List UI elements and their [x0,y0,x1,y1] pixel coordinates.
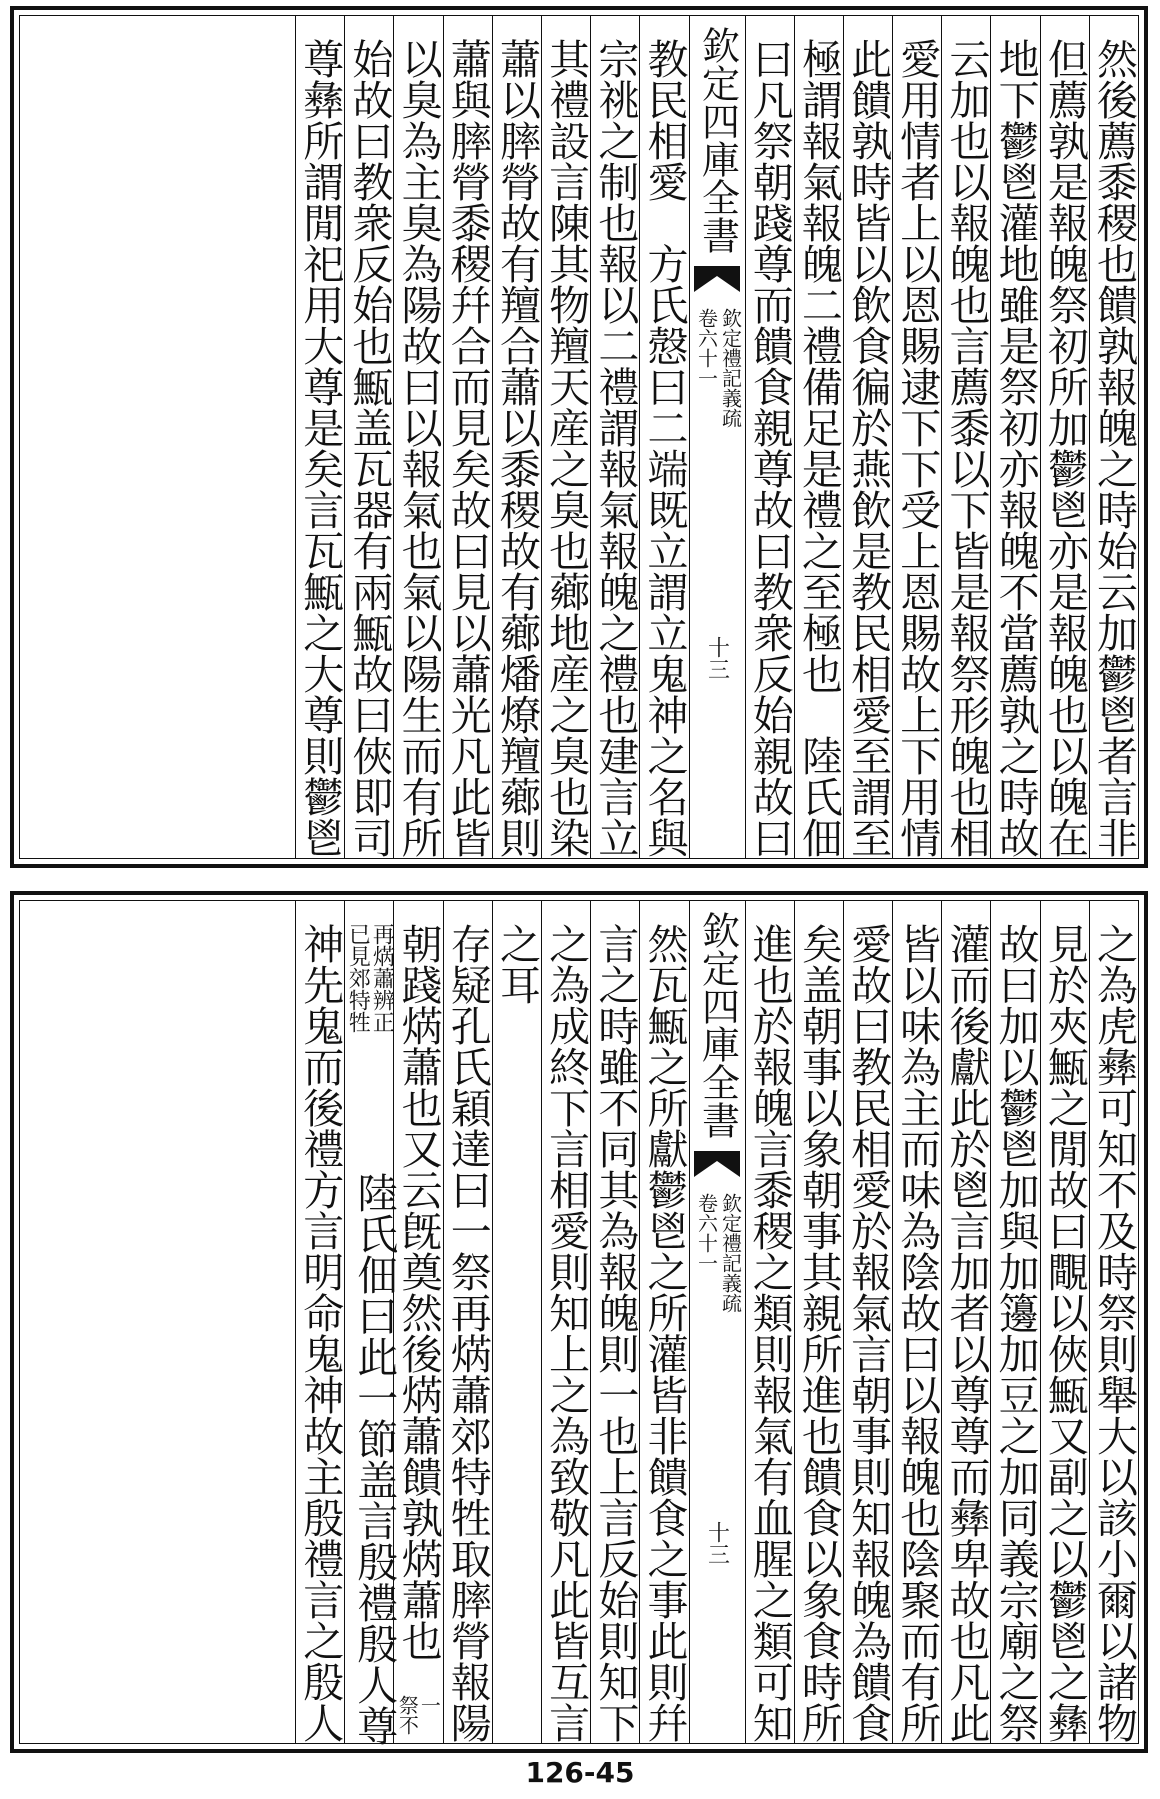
column-text: 教民相愛 方氏慤曰二端既立謂立鬼神之名與 [640,38,689,858]
column-text: 此饋孰時皆以飲食徧於燕飲是教民相愛至謂至 [844,38,893,858]
book-title: 欽定四庫全書 [695,911,740,1139]
volume-label [696,308,742,428]
text-column [541,901,590,1743]
column-text: 言之時雖不同其為報魄則一也上言反始則知下 [591,923,640,1743]
small-annotation: 祭不 [395,1695,420,1735]
leaf-number: 十三 [704,636,730,680]
text-column [941,16,990,858]
column-text: 皆以味為主而味為陰故曰以報魄也陰聚而有所 [893,923,942,1743]
column-text: 然後薦黍稷也饋孰報魄之時始云加鬱鬯者言非 [1090,38,1138,858]
small-annotation: 已見郊特牲 [345,923,371,1033]
book-title: 欽定四庫全書 [695,26,740,254]
column-text: 進也於報魄言黍稷之類則報氣有血腥之類可知 [745,923,794,1743]
text-column [344,16,393,858]
text-column [794,16,843,858]
text-column [443,16,492,858]
inline-small-note [396,1695,440,1735]
column-text: 矣盖朝事以象朝事其親所進也饋食以象食時所 [794,923,843,1743]
text-column [443,901,492,1743]
column-text: 之耳 [492,923,541,1005]
text-column [892,16,941,858]
text-column [941,901,990,1743]
text-column [295,901,344,1743]
text-column [590,16,639,858]
text-column-with-note [344,901,399,1746]
top-page-frame [19,15,1139,859]
top-page [10,6,1148,868]
column-text: 蕭以膟膋故有羶合蕭以黍稷故有薌燔燎羶薌則 [492,38,541,858]
text-column [892,901,941,1743]
column-text: 存疑孔氏穎達曰一祭再焫蕭郊特牲取膟膋報陽 [443,923,492,1743]
text-column [295,16,344,858]
column-text: 以臭為主臭為陽故曰以報氣也氣以陽生而有所 [394,38,443,858]
column-text: 愛用情者上以恩賜逮下下受上恩賜故上下用情 [893,38,942,858]
column-text: 神先鬼而後禮方言明命鬼神故主殷禮言之殷人 [296,923,345,1743]
column-text: 之為成終下言相愛則知上之為致敬凡此皆互言 [542,923,591,1743]
leaf-number: 十三 [704,1521,730,1565]
bottom-page [10,891,1148,1753]
text-column [393,901,442,1743]
text-column [1089,901,1138,1743]
volume-label-line: 欽定禮記義疏 [718,1193,743,1313]
text-column [1040,901,1089,1743]
column-text: 故曰加以鬱鬯加與加籩加豆之加同義宗廟之祭 [991,923,1040,1743]
volume-label-line: 卷六十一 [694,308,719,388]
text-column [843,901,892,1743]
bottom-page-frame [19,900,1139,1744]
text-column [745,16,794,858]
page-number-footer: 126-45 [525,1756,635,1789]
text-column [745,901,794,1743]
column-text: 但薦孰是報魄祭初所加鬱鬯亦是報魄也以魄在 [1040,38,1089,858]
top-page-columns [20,16,1138,858]
text-column [639,901,688,1743]
column-tail-text: 陸氏佃曰此一節盖言殷禮殷人尊 [350,1131,399,1746]
center-spine [689,901,745,1743]
column-text: 灌而後獻此於鬯言加者以尊尊而彝卑故也凡此 [942,923,991,1743]
text-column [639,16,688,858]
column-text: 見於夾甒之閒故曰覸以俠甒又副之以鬱鬯之彝 [1040,923,1089,1743]
column-text: 宗祧之制也報以二禮謂報氣報魄之禮也建言立 [591,38,640,858]
center-spine [689,16,745,858]
column-text: 朝踐焫蕭也又云旣奠然後焫蕭饋孰焫蕭也 [394,923,443,1661]
fish-tail-mark-icon [694,1151,740,1177]
small-annotation: 一 [417,1695,442,1715]
fish-tail-mark-icon [694,266,740,292]
text-column [492,16,541,858]
text-column [590,901,639,1743]
text-column [492,901,541,1743]
text-column [393,16,442,858]
column-text: 蕭與膟膋黍稷幷合而見矣故曰見以蕭光凡此皆 [443,38,492,858]
text-column [1089,16,1138,858]
bottom-page-columns [20,901,1138,1746]
volume-label-line: 卷六十一 [694,1193,719,1273]
column-text: 尊彝所謂閒祀用大尊是矣言瓦甒之大尊則鬱鬯 [296,38,345,858]
column-text: 然瓦甒之所獻鬱鬯之所灌皆非饋食之事此則幷 [640,923,689,1743]
column-text: 其禮設言陳其物羶天産之臭也薌地産之臭也染 [542,38,591,858]
small-annotation: 再焫蕭辨正 [369,923,395,1033]
column-text: 曰凡祭朝踐尊而饋食親尊故曰教衆反始親故曰 [745,38,794,858]
column-text: 地下鬱鬯灌地雖是祭初亦報魄不當薦孰之時故 [991,38,1040,858]
text-column [794,901,843,1743]
text-column [990,16,1039,858]
column-text: 極謂報氣報魄二禮備足是禮之至極也 陸氏佃 [794,38,843,858]
volume-label [696,1193,742,1313]
column-text: 愛故曰教民相愛於報氣言朝事則知報魄為饋食 [844,923,893,1743]
text-column [990,901,1039,1743]
text-column [843,16,892,858]
text-column [1040,16,1089,858]
column-text: 始故曰教衆反始也甒盖瓦器有兩甒故曰俠即司 [345,38,394,858]
column-text: 云加也以報魄也言薦黍以下皆是報祭形魄也相 [942,38,991,858]
text-column [541,16,590,858]
column-text: 之為虎彝可知不及時祭則舉大以該小爾以諸物 [1090,923,1138,1743]
volume-label-line: 欽定禮記義疏 [718,308,743,428]
